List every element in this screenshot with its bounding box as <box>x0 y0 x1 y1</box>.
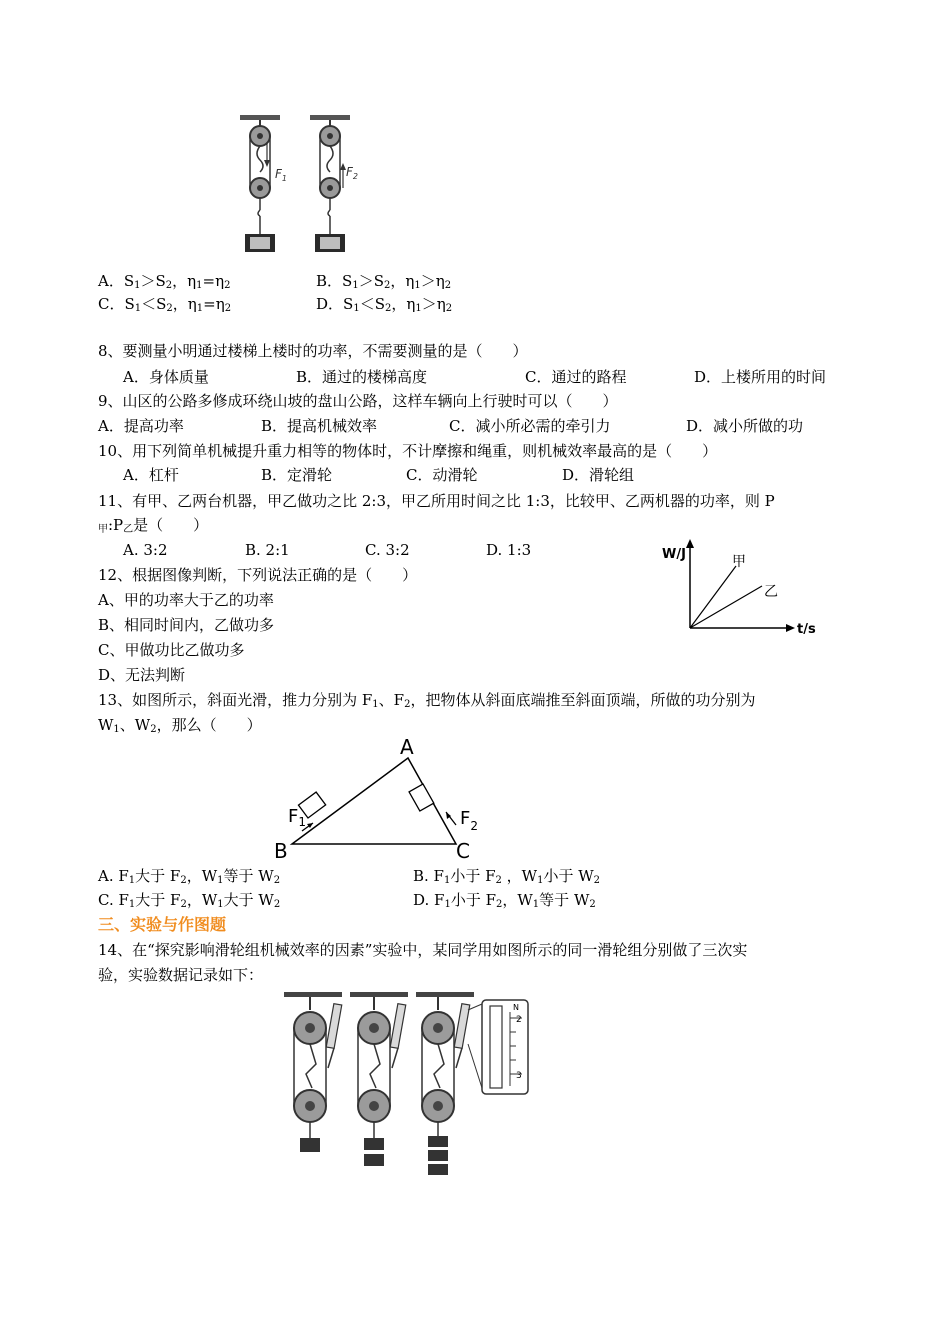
q9-option-d: D．减小所做的功 <box>686 417 804 435</box>
pulley-setup-2 <box>350 992 408 1166</box>
q8-option-b: B．通过的楼梯高度 <box>296 368 428 386</box>
q7-option-a: A．$S_1>S_2$，$\eta_1=\eta_2$ <box>98 272 231 291</box>
line-label-jia: 甲 <box>732 554 746 570</box>
q8-option-c: C．通过的路程 <box>525 368 627 386</box>
force-f2-label: $F_2$ <box>460 808 478 833</box>
q8-stem: 8、要测量小明通过楼梯上楼时的功率，不需要测量的是（ ） <box>98 342 528 360</box>
y-axis-label: W/J <box>662 547 686 562</box>
q10-option-b: B．定滑轮 <box>261 466 333 484</box>
q7-option-b: B．$S_1>S_2$，$\eta_1>\eta_2$ <box>316 272 452 291</box>
q11-option-d: D. 1:3 <box>486 541 532 559</box>
q14-stem-line2: 验，实验数据记录如下： <box>98 966 264 984</box>
q8-option-d: D．上楼所用的时间 <box>694 368 827 386</box>
q12-option-d: D、无法判断 <box>98 666 186 684</box>
pulley-system-1 <box>240 115 287 252</box>
q11-option-c: C. 3:2 <box>365 541 410 559</box>
pulley-setup-1 <box>284 992 342 1152</box>
q10-option-c: C．动滑轮 <box>406 466 478 484</box>
q13-option-a: A. $F_1$大于 $F_2$，$W_1$等于 $W_2$ <box>98 867 281 886</box>
q13-option-d: D. $F_1$小于 $F_2$，$W_1$等于 $W_2$ <box>413 891 596 910</box>
pulley-systems-figure <box>235 112 375 256</box>
force-f1-label: $F_1$ <box>288 806 306 829</box>
q10-option-a: A．杠杆 <box>123 466 179 484</box>
q13-option-c: C. $F_1$大于 $F_2$，$W_1$大于 $W_2$ <box>98 891 281 910</box>
q10-stem: 10、用下列简单机械提升重力相等的物体时，不计摩擦和绳重，则机械效率最高的是（ ） <box>98 442 718 460</box>
q12-option-b: B、相同时间内，乙做功多 <box>98 616 275 634</box>
q10-option-d: D．滑轮组 <box>562 466 635 484</box>
vertex-b-label: B <box>274 839 288 862</box>
line-yi <box>690 586 762 628</box>
vertex-a-label: A <box>400 738 414 759</box>
q9-option-b: B．提高机械效率 <box>261 417 378 435</box>
force-label-f1: $F_1$ <box>275 167 287 183</box>
vertex-c-label: C <box>456 839 470 862</box>
line-jia <box>690 566 736 628</box>
scale-tick-2: 2 <box>516 1015 522 1025</box>
pulley-system-2 <box>310 115 358 252</box>
q13-stem-line1: 13、如图所示，斜面光滑，推力分别为 $F_1$、$F_2$，把物体从斜面底端推至斜面顶端，所做的功分别为 <box>98 691 756 710</box>
q9-option-a: A．提高功率 <box>98 417 184 435</box>
work-time-graph <box>660 536 830 636</box>
q11-stem-line2: $_甲:P_乙$是（ ） <box>98 516 209 535</box>
q9-option-c: C．减小所必需的牵引力 <box>449 417 611 435</box>
q11-option-b: B. 2:1 <box>245 541 290 559</box>
q7-option-d: D．$S_1<S_2$，$\eta_1>\eta_2$ <box>316 295 453 314</box>
force-label-f2: $F_2$ <box>346 165 358 181</box>
line-label-yi: 乙 <box>764 584 778 600</box>
pulley-experiment-figure <box>282 988 534 1188</box>
q13-option-b: B. $F_1$小于 $F_2$ ，$W_1$小于 $W_2$ <box>413 867 601 886</box>
q8-option-a: A．身体质量 <box>123 368 209 386</box>
scale-tick-3: 3 <box>516 1071 522 1081</box>
spring-scale-zoom <box>468 1000 528 1094</box>
q7-option-c: C．$S_1<S_2$，$\eta_1=\eta_2$ <box>98 295 232 314</box>
block-right <box>409 784 434 811</box>
q13-stem-line2: $W_1$、$W_2$，那么（ ） <box>98 716 262 735</box>
incline-figure <box>272 738 492 862</box>
q11-option-a: A. 3:2 <box>123 541 168 559</box>
q12-stem: 12、根据图像判断，下列说法正确的是（ ） <box>98 566 418 584</box>
q14-stem-line1: 14、在“探究影响滑轮组机械效率的因素”实验中，某同学用如图所示的同一滑轮组分别做了三次实 <box>98 941 748 959</box>
scale-unit-label: N <box>513 1003 519 1012</box>
q9-stem: 9、山区的公路多修成环绕山坡的盘山公路，这样车辆向上行驶时可以（ ） <box>98 392 618 410</box>
section-title: 三、实验与作图题 <box>98 915 227 934</box>
pulley-setup-3 <box>416 992 474 1175</box>
x-axis-label: t/s <box>797 622 816 636</box>
q12-option-a: A、甲的功率大于乙的功率 <box>98 591 274 609</box>
q12-option-c: C、甲做功比乙做功多 <box>98 641 245 659</box>
q11-stem-line1: 11、有甲、乙两台机器，甲乙做功之比 2:3，甲乙所用时间之比 1:3，比较甲、乙两机器的功率，则 P <box>98 492 775 510</box>
